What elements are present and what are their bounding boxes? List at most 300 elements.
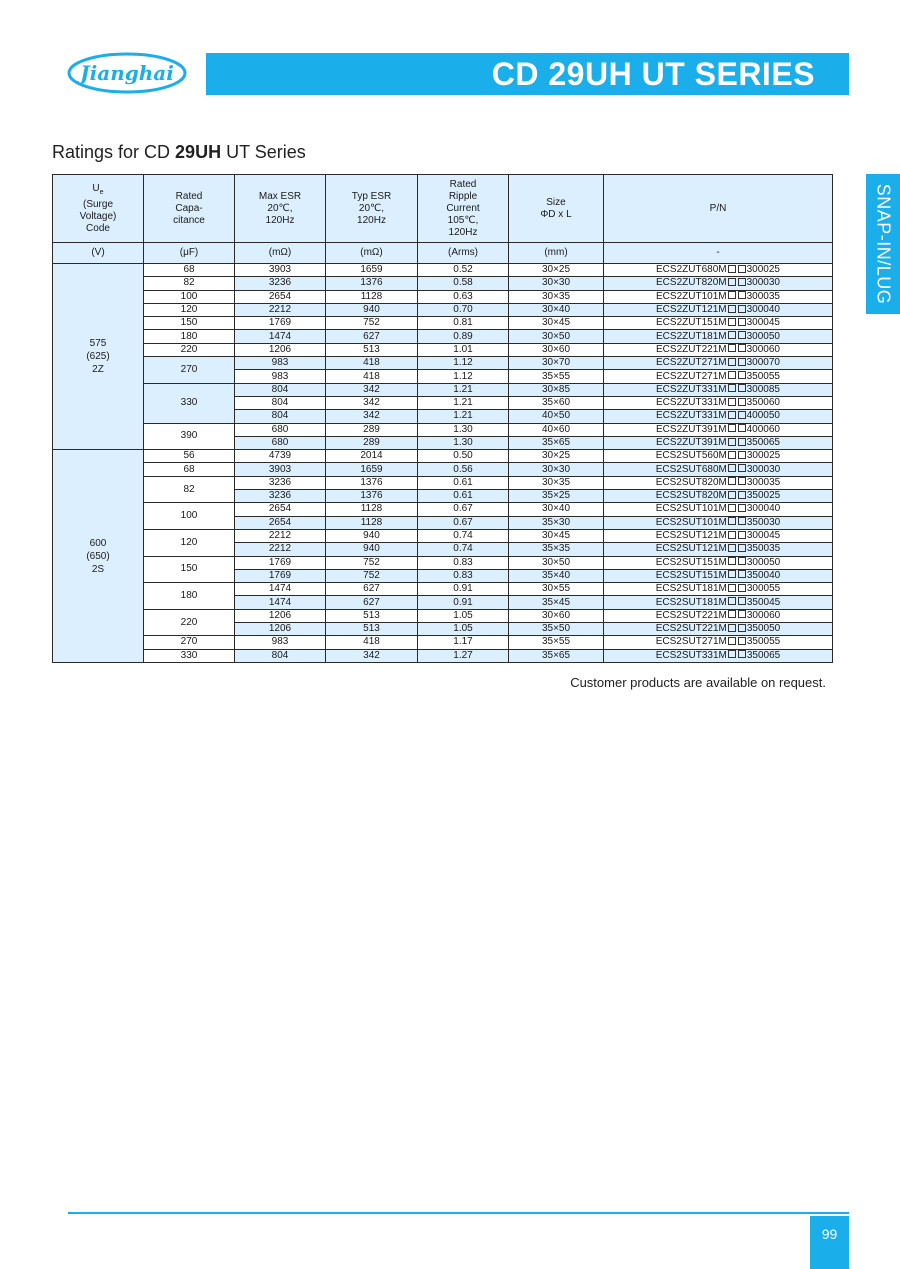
part-number-prefix: ECS2ZUT331M [656,410,727,422]
ratings-body [53,264,833,663]
blank-box-icon [738,597,746,605]
blank-box-icon [738,291,746,299]
size-cell: 30×35 [509,476,604,489]
ripple-cell: 1.12 [418,357,509,370]
ratings-table [52,174,833,663]
part-number-suffix: 350065 [746,437,780,448]
side-tab-label: SNAP-IN/LUG [873,183,894,305]
part-number-cell [604,476,833,489]
part-number-prefix: ECS2SUT560M [655,450,727,462]
blank-box-icon [728,411,736,419]
blank-box-icon [728,491,736,499]
section-title-suffix: UT Series [221,142,306,162]
part-number-cell [604,264,833,277]
blank-box-icon [728,637,736,645]
max-cell: 1474 [235,596,326,609]
part-number-prefix: ECS2SUT820M [655,476,727,488]
blank-box-icon [728,584,736,592]
unit-capacitance: (μF) [144,243,235,264]
blank-box-icon [738,544,746,552]
part-number-prefix: ECS2ZUT151M [656,317,727,329]
blank-box-icon [728,438,736,446]
max-cell: 2654 [235,516,326,529]
size-cell: 30×50 [509,556,604,569]
ripple-cell: 0.56 [418,463,509,476]
blank-box-icon [728,504,736,512]
table-row [53,636,833,649]
max-cell: 2654 [235,503,326,516]
typ-cell: 513 [326,609,418,622]
part-number-suffix: 300045 [746,317,780,329]
part-number-suffix: 300070 [746,357,780,369]
unit-size: (mm) [509,243,604,264]
blank-box-icon [738,398,746,406]
ripple-cell: 0.91 [418,596,509,609]
ripple-cell: 0.74 [418,529,509,542]
size-cell: 35×55 [509,370,604,383]
typ-cell: 342 [326,396,418,409]
part-number-suffix: 350065 [746,649,781,661]
max-cell: 983 [235,357,326,370]
blank-box-icon [738,278,746,286]
size-cell: 30×45 [509,317,604,330]
size-cell: 30×50 [509,330,604,343]
max-cell: 804 [235,396,326,409]
max-cell: 804 [235,649,326,662]
part-number-cell [604,503,833,516]
blank-box-icon [728,650,736,658]
size-cell: 30×30 [509,463,604,476]
blank-box-icon [738,265,746,273]
page-number: 99 [810,1216,849,1269]
part-number-prefix: ECS2SUT101M [655,516,727,528]
max-cell: 983 [235,636,326,649]
ripple-cell: 0.89 [418,330,509,343]
max-cell: 2212 [235,303,326,316]
series-title-banner [206,53,849,95]
blank-box-icon [738,517,746,525]
part-number-cell [604,370,833,383]
part-number-suffix: 350030 [746,516,781,528]
capacitance-cell: 56 [144,450,235,463]
part-number-cell [604,609,833,622]
blank-box-icon [728,265,736,273]
max-cell: 3236 [235,476,326,489]
typ-cell: 513 [326,623,418,636]
blank-box-icon [738,477,746,485]
category-side-tab [866,174,900,314]
max-cell: 3903 [235,264,326,277]
blank-box-icon [728,531,736,539]
part-number-prefix: ECS2SUT271M [655,636,727,648]
part-number-suffix: 350035 [746,543,781,555]
blank-box-icon [738,411,746,419]
part-number-cell [604,623,833,636]
typ-cell: 627 [326,596,418,609]
voltage-group-line: 2Z [92,364,104,376]
ripple-cell: 0.58 [418,277,509,290]
ripple-cell: 1.21 [418,396,509,409]
footer-rule [68,1212,849,1214]
part-number-prefix: ECS2SUT221M [655,623,727,635]
part-number-suffix: 300085 [746,383,780,395]
max-cell: 1206 [235,343,326,356]
typ-cell: 1376 [326,277,418,290]
size-cell: 30×85 [509,383,604,396]
header-ripple-current: Rated Ripple Current 105℃, 120Hz [418,175,509,243]
max-cell: 1769 [235,569,326,582]
blank-box-icon [738,624,746,632]
ripple-cell: 0.70 [418,303,509,316]
unit-typ-esr: (mΩ) [326,243,418,264]
size-cell: 40×60 [509,423,604,436]
blank-box-icon [738,584,746,592]
ripple-cell: 0.81 [418,317,509,330]
typ-cell: 289 [326,436,418,449]
unit-max-esr: (mΩ) [235,243,326,264]
blank-box-icon [738,610,746,618]
size-cell: 30×25 [509,264,604,277]
typ-cell: 289 [326,423,418,436]
typ-cell: 1376 [326,490,418,503]
capacitance-cell: 180 [144,330,235,343]
capacitance-cell: 100 [144,290,235,303]
blank-box-icon [738,344,746,352]
blank-box-icon [738,491,746,499]
part-number-suffix: 300060 [746,609,781,621]
max-cell: 3236 [235,277,326,290]
series-title: CD 29UH UT SERIES [491,56,815,92]
part-number-prefix: ECS2SUT101M [655,503,727,515]
capacitance-cell: 100 [144,503,235,530]
max-cell: 1474 [235,583,326,596]
table-row [53,357,833,370]
part-number-suffix: 300025 [746,264,780,276]
blank-box-icon [738,650,746,658]
blank-box-icon [728,384,736,392]
section-title [52,142,306,163]
capacitance-cell: 150 [144,317,235,330]
typ-cell: 418 [326,636,418,649]
blank-box-icon [738,637,746,645]
voltage-group-line: (625) [86,351,110,363]
table-row [53,476,833,489]
part-number-prefix: ECS2ZUT820M [656,277,727,289]
capacitance-cell: 330 [144,649,235,662]
size-cell: 30×60 [509,609,604,622]
typ-cell: 1659 [326,264,418,277]
part-number-prefix: ECS2ZUT101M [656,290,727,302]
part-number-prefix: ECS2ZUT271M [656,357,727,369]
capacitance-cell: 120 [144,529,235,556]
voltage-group-line: 600 [89,537,107,549]
table-row [53,609,833,622]
part-number-cell [604,317,833,330]
part-number-prefix: ECS2SUT121M [655,530,727,542]
blank-box-icon [728,318,736,326]
part-number-cell [604,569,833,582]
part-number-suffix: 300050 [746,330,780,342]
part-number-cell [604,383,833,396]
table-row [53,303,833,316]
voltage-group-cell [53,264,144,450]
part-number-prefix: ECS2SUT181M [655,596,727,608]
part-number-prefix: ECS2SUT680M [655,463,727,475]
part-number-suffix: 300050 [746,556,781,568]
unit-ripple: (Arms) [418,243,509,264]
blank-box-icon [728,544,736,552]
typ-cell: 418 [326,370,418,383]
blank-box-icon [738,371,746,379]
part-number-suffix: 300060 [746,343,780,355]
table-row [53,556,833,569]
ripple-cell: 1.27 [418,649,509,662]
blank-box-icon [728,398,736,406]
ripple-cell: 1.21 [418,410,509,423]
table-units-row [53,243,833,264]
header-part-number: P/N [604,175,833,243]
ripple-cell: 0.83 [418,556,509,569]
part-number-cell [604,357,833,370]
part-number-suffix: 300035 [746,476,781,488]
part-number-prefix: ECS2ZUT271M [656,370,727,382]
part-number-prefix: ECS2ZUT331M [656,397,727,409]
part-number-cell [604,290,833,303]
capacitance-cell: 270 [144,636,235,649]
typ-cell: 1376 [326,476,418,489]
part-number-cell [604,543,833,556]
table-row [53,503,833,516]
size-cell: 35×65 [509,649,604,662]
max-cell: 2654 [235,290,326,303]
section-title-bold: 29UH [175,142,222,162]
blank-box-icon [728,557,736,565]
typ-cell: 752 [326,317,418,330]
capacitance-cell: 68 [144,264,235,277]
typ-cell: 627 [326,583,418,596]
table-row [53,264,833,277]
max-cell: 3903 [235,463,326,476]
part-number-suffix: 400060 [746,423,780,435]
ripple-cell: 1.01 [418,343,509,356]
size-cell: 35×50 [509,623,604,636]
size-cell: 35×45 [509,596,604,609]
table-row [53,423,833,436]
blank-box-icon [728,371,736,379]
capacitance-cell: 68 [144,463,235,476]
blank-box-icon [728,291,736,299]
part-number-prefix: ECS2SUT151M [655,556,727,568]
ripple-cell: 0.61 [418,490,509,503]
size-cell: 30×35 [509,290,604,303]
blank-box-icon [728,344,736,352]
table-row [53,463,833,476]
ripple-cell: 0.63 [418,290,509,303]
part-number-suffix: 400050 [746,410,780,422]
max-cell: 680 [235,436,326,449]
blank-box-icon [728,451,736,459]
part-number-prefix: ECS2ZUT680M [656,264,727,276]
capacitance-cell: 390 [144,423,235,450]
part-number-suffix: 350055 [746,370,780,382]
table-row [53,290,833,303]
size-cell: 30×40 [509,303,604,316]
ripple-cell: 0.67 [418,503,509,516]
max-cell: 1769 [235,556,326,569]
size-cell: 30×30 [509,277,604,290]
ripple-cell: 0.83 [418,569,509,582]
part-number-prefix: ECS2ZUT121M [656,304,727,316]
ripple-cell: 1.12 [418,370,509,383]
blank-box-icon [728,624,736,632]
part-number-suffix: 350045 [746,596,781,608]
part-number-cell [604,423,833,436]
table-row [53,583,833,596]
table-row [53,330,833,343]
size-cell: 30×40 [509,503,604,516]
voltage-group-cell [53,450,144,663]
typ-cell: 513 [326,343,418,356]
blank-box-icon [738,570,746,578]
part-number-cell [604,583,833,596]
blank-box-icon [738,424,746,432]
logo-wordmark: Jianghai [80,61,174,85]
typ-cell: 342 [326,410,418,423]
header-max-esr: Max ESR 20℃, 120Hz [235,175,326,243]
ripple-cell: 0.67 [418,516,509,529]
ripple-cell: 1.30 [418,436,509,449]
part-number-prefix: ECS2SUT151M [655,569,727,581]
max-cell: 804 [235,410,326,423]
ripple-cell: 1.17 [418,636,509,649]
ripple-cell: 0.74 [418,543,509,556]
unit-voltage: (V) [53,243,144,264]
part-number-cell [604,343,833,356]
part-number-suffix: 300040 [746,304,780,316]
typ-cell: 940 [326,303,418,316]
part-number-prefix: ECS2ZUT391M [656,437,727,448]
part-number-cell [604,436,833,449]
part-number-suffix: 300030 [746,463,781,475]
part-number-prefix: ECS2SUT331M [655,649,727,661]
typ-cell: 2014 [326,450,418,463]
header-capacitance: Rated Capa- citance [144,175,235,243]
part-number-suffix: 300035 [746,290,780,302]
section-title-prefix: Ratings for CD [52,142,176,162]
ripple-cell: 0.52 [418,264,509,277]
part-number-suffix: 350025 [746,490,781,502]
part-number-suffix: 350055 [746,636,781,648]
ripple-cell: 0.91 [418,583,509,596]
typ-cell: 1128 [326,516,418,529]
part-number-cell [604,303,833,316]
max-cell: 1769 [235,317,326,330]
jianghai-logo [66,51,188,95]
typ-cell: 940 [326,529,418,542]
max-cell: 2212 [235,543,326,556]
part-number-suffix: 350050 [746,623,781,635]
size-cell: 30×55 [509,583,604,596]
size-cell: 35×65 [509,436,604,449]
part-number-prefix: ECS2SUT820M [655,490,727,502]
table-row [53,529,833,542]
blank-box-icon [738,331,746,339]
blank-box-icon [728,424,736,432]
availability-note: Customer products are available on request. [570,675,826,690]
max-cell: 804 [235,383,326,396]
capacitance-cell: 270 [144,357,235,384]
part-number-cell [604,649,833,662]
table-row [53,649,833,662]
ripple-cell: 1.05 [418,609,509,622]
max-cell: 2212 [235,529,326,542]
ripple-cell: 0.50 [418,450,509,463]
header-typ-esr: Typ ESR 20℃, 120Hz [326,175,418,243]
part-number-cell [604,450,833,463]
part-number-cell [604,529,833,542]
blank-box-icon [728,464,736,472]
blank-box-icon [738,318,746,326]
size-cell: 30×45 [509,529,604,542]
typ-cell: 342 [326,383,418,396]
blank-box-icon [728,597,736,605]
max-cell: 1206 [235,609,326,622]
max-cell: 3236 [235,490,326,503]
capacitance-cell: 82 [144,476,235,503]
capacitance-cell: 120 [144,303,235,316]
unit-part-number: - [604,243,833,264]
table-row [53,277,833,290]
part-number-suffix: 350040 [746,569,781,581]
blank-box-icon [738,531,746,539]
blank-box-icon [738,384,746,392]
part-number-cell [604,410,833,423]
blank-box-icon [728,570,736,578]
header-size: Size ΦD x L [509,175,604,243]
size-cell: 30×25 [509,450,604,463]
table-header-row [53,175,833,243]
blank-box-icon [728,358,736,366]
capacitance-cell: 180 [144,583,235,610]
blank-box-icon [738,438,746,446]
part-number-suffix: 300030 [746,277,780,289]
typ-cell: 1128 [326,290,418,303]
size-cell: 35×40 [509,569,604,582]
part-number-prefix: ECS2SUT121M [655,543,727,555]
blank-box-icon [728,278,736,286]
blank-box-icon [728,305,736,313]
capacitance-cell: 220 [144,609,235,636]
ripple-cell: 1.05 [418,623,509,636]
typ-cell: 418 [326,357,418,370]
part-number-prefix: ECS2SUT221M [655,609,727,621]
part-number-cell [604,556,833,569]
table-row [53,317,833,330]
part-number-cell [604,636,833,649]
part-number-suffix: 300040 [746,503,781,515]
part-number-cell [604,596,833,609]
size-cell: 35×55 [509,636,604,649]
part-number-cell [604,277,833,290]
blank-box-icon [738,358,746,366]
size-cell: 35×60 [509,396,604,409]
part-number-suffix: 300045 [746,530,781,542]
part-number-prefix: ECS2ZUT181M [656,330,727,342]
part-number-prefix: ECS2ZUT391M [656,423,727,435]
table-row [53,383,833,396]
max-cell: 1474 [235,330,326,343]
voltage-group-line: (650) [86,550,110,562]
